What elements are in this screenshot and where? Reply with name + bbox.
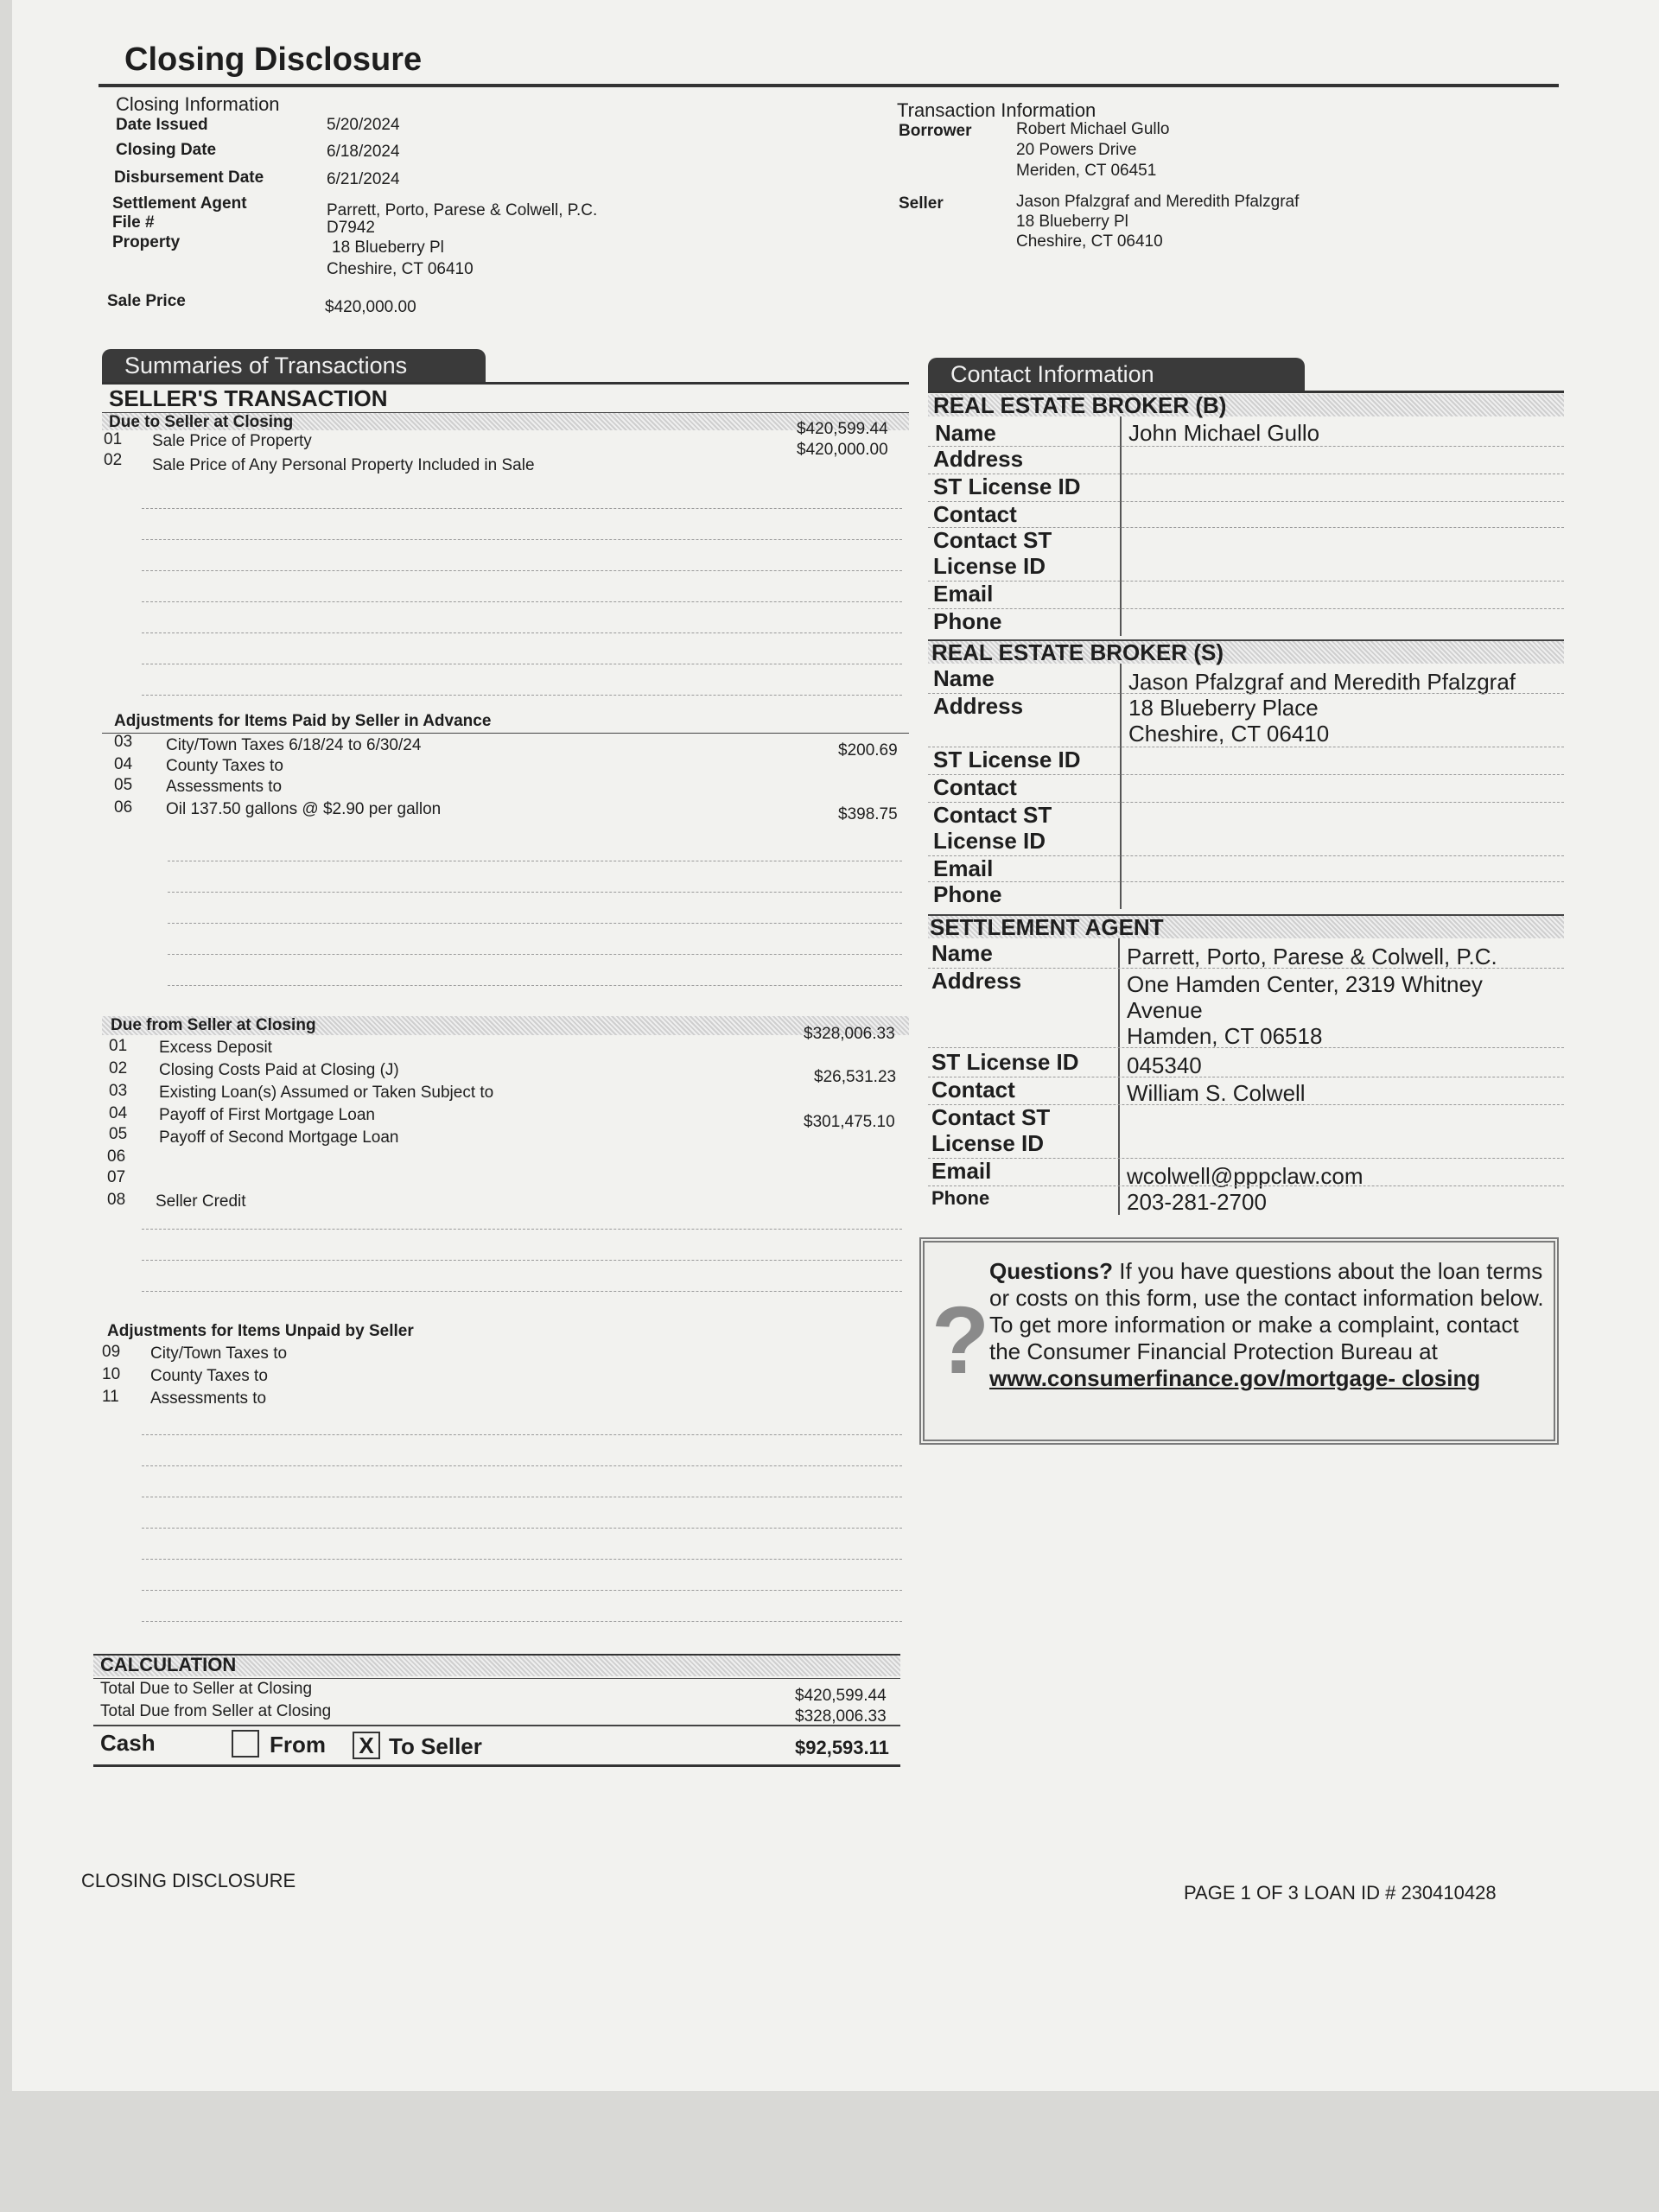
divider	[928, 1185, 1564, 1186]
questions-text	[989, 1258, 1551, 1392]
adjust-03-label: City/Town Taxes 6/18/24 to 6/30/24	[166, 736, 422, 754]
divider	[142, 632, 902, 633]
broker-s-contact-label: Contact	[933, 774, 1017, 800]
settlement-email-label: Email	[931, 1158, 992, 1184]
adjust-05-label: Assessments to	[166, 778, 283, 796]
file-number-label: File #	[112, 213, 155, 232]
divider	[142, 570, 902, 571]
document-page	[12, 0, 1659, 2091]
adjust-05-num: 05	[114, 776, 133, 794]
broker-s-license-label: ST License ID	[933, 747, 1081, 772]
divider	[168, 923, 902, 924]
settlement-email-value: wcolwell@pppclaw.com	[1127, 1163, 1363, 1189]
broker-s-name-value: Jason Pfalzgraf and Meredith Pfalzgraf	[1128, 669, 1516, 695]
due-from-07-num: 07	[107, 1168, 126, 1186]
adjust-06-amount: $398.75	[838, 805, 898, 823]
broker-b-phone-label: Phone	[933, 608, 1002, 634]
divider	[93, 1725, 900, 1726]
seller-name: Jason Pfalzgraf and Meredith Pfalzgraf	[1016, 193, 1300, 211]
divider	[142, 695, 902, 696]
seller-street: 18 Blueberry Pl	[1016, 213, 1128, 231]
settlement-phone-label: Phone	[931, 1187, 990, 1209]
borrower-city: Meriden, CT 06451	[1016, 162, 1157, 180]
broker-b-contact-license-label: License ID	[933, 553, 1046, 579]
due-to-02-num: 02	[104, 451, 123, 469]
file-number-value: D7942	[327, 219, 375, 237]
divider	[168, 985, 902, 986]
page-title: Closing Disclosure	[124, 41, 423, 78]
due-to-01-amount: $420,000.00	[797, 441, 888, 459]
due-from-02-label: Closing Costs Paid at Closing (J)	[159, 1061, 399, 1079]
total-from-label: Total Due from Seller at Closing	[100, 1702, 332, 1720]
divider	[142, 1434, 902, 1435]
due-from-total: $328,006.33	[804, 1025, 895, 1043]
settlement-phone-value: 203-281-2700	[1127, 1189, 1267, 1215]
from-checkbox[interactable]	[232, 1730, 259, 1758]
divider	[928, 1047, 1564, 1048]
divider	[142, 1590, 902, 1591]
settlement-license-value: 045340	[1127, 1052, 1202, 1078]
due-to-01-num: 01	[104, 430, 123, 448]
closing-date-label: Closing Date	[116, 141, 217, 159]
property-line1: 18 Blueberry Pl	[332, 238, 444, 257]
due-to-total: $420,599.44	[797, 420, 888, 438]
borrower-street: 20 Powers Drive	[1016, 141, 1137, 159]
divider	[1120, 664, 1122, 909]
closing-date-value: 6/18/2024	[327, 143, 400, 161]
sale-price-value: $420,000.00	[325, 298, 416, 316]
due-from-08-num: 08	[107, 1191, 126, 1209]
divider	[142, 1528, 902, 1529]
borrower-label: Borrower	[899, 122, 972, 140]
broker-s-name-label: Name	[933, 665, 995, 691]
broker-s-address-line2: Cheshire, CT 06410	[1128, 721, 1330, 747]
divider	[928, 608, 1564, 609]
due-from-04-label: Payoff of First Mortgage Loan	[159, 1106, 375, 1124]
settlement-address-label: Address	[931, 968, 1022, 994]
settlement-address-line1: One Hamden Center, 2319 Whitney	[1127, 971, 1483, 997]
adjust-unpaid-label: Adjustments for Items Unpaid by Seller	[107, 1322, 414, 1340]
due-from-03-label: Existing Loan(s) Assumed or Taken Subject to	[159, 1084, 494, 1102]
total-due-label: Total Due to Seller at Closing	[100, 1680, 313, 1698]
broker-b-contact-label: Contact	[933, 501, 1017, 527]
calculation-heading: CALCULATION	[100, 1654, 237, 1675]
divider	[142, 508, 902, 509]
divider	[1120, 416, 1122, 636]
divider	[142, 1465, 902, 1466]
divider	[93, 1764, 900, 1767]
cash-label: Cash	[100, 1730, 156, 1756]
due-from-02-amount: $26,531.23	[814, 1068, 897, 1086]
date-issued-label: Date Issued	[116, 116, 208, 134]
due-from-05-label: Payoff of Second Mortgage Loan	[159, 1128, 399, 1147]
footer-left: CLOSING DISCLOSURE	[81, 1870, 296, 1891]
settlement-address-line3: Hamden, CT 06518	[1127, 1023, 1323, 1049]
adjust-10-num: 10	[102, 1365, 121, 1383]
divider	[93, 1678, 900, 1679]
due-from-08-label: Seller Credit	[156, 1192, 246, 1211]
broker-s-contact-license-label: License ID	[933, 828, 1046, 854]
due-from-03-num: 03	[109, 1082, 128, 1100]
divider	[928, 774, 1564, 775]
divider	[142, 601, 902, 602]
due-from-04-amount: $301,475.10	[804, 1113, 895, 1131]
divider	[928, 446, 1564, 447]
adjust-06-num: 06	[114, 798, 133, 817]
adjust-09-num: 09	[102, 1343, 121, 1361]
property-line2: Cheshire, CT 06410	[327, 260, 474, 278]
from-label: From	[270, 1732, 326, 1758]
adjust-11-num: 11	[102, 1388, 119, 1406]
settlement-contact-value: William S. Colwell	[1127, 1080, 1306, 1106]
contact-tab: Contact Information	[928, 358, 1305, 391]
due-from-01-num: 01	[109, 1037, 128, 1055]
settlement-agent-value: Parrett, Porto, Parese & Colwell, P.C.	[327, 201, 598, 219]
divider	[928, 1158, 1564, 1159]
settlement-license-label: ST License ID	[931, 1049, 1079, 1075]
settlement-name-value: Parrett, Porto, Parese & Colwell, P.C.	[1127, 944, 1497, 969]
broker-b-license-label: ST License ID	[933, 474, 1081, 499]
adjust-06-label: Oil 137.50 gallons @ $2.90 per gallon	[166, 800, 442, 818]
due-from-01-label: Excess Deposit	[159, 1039, 272, 1057]
total-from-value: $328,006.33	[795, 1707, 887, 1726]
cfpb-link[interactable]: www.consumerfinance.gov/mortgage- closing	[989, 1365, 1481, 1391]
questions-body: If you have questions about the loan terms or costs on this form, use the contact information below. To get more information or make a complaint, contact the Consumer Financial Protection Bureau at	[989, 1258, 1544, 1364]
broker-s-address-line1: 18 Blueberry Place	[1128, 695, 1319, 721]
cash-amount: $92,593.11	[795, 1737, 889, 1758]
questions-box	[919, 1237, 1559, 1445]
settlement-heading: SETTLEMENT AGENT	[930, 914, 1164, 940]
broker-b-name-value: John Michael Gullo	[1128, 420, 1320, 446]
due-from-05-num: 05	[109, 1125, 128, 1143]
settlement-agent-label: Settlement Agent	[112, 194, 247, 213]
title-rule	[99, 84, 1559, 87]
summaries-tab: Summaries of Transactions	[102, 349, 486, 382]
summaries-rule	[102, 382, 909, 385]
broker-s-email-label: Email	[933, 855, 994, 881]
due-from-06-num: 06	[107, 1147, 126, 1166]
divider	[928, 968, 1564, 969]
broker-s-heading: REAL ESTATE BROKER (S)	[931, 639, 1224, 665]
transaction-info-heading: Transaction Information	[897, 99, 1096, 121]
due-to-01-label: Sale Price of Property	[152, 432, 312, 450]
closing-info-heading: Closing Information	[116, 93, 280, 115]
adjust-advance-label: Adjustments for Items Paid by Seller in Advance	[114, 712, 492, 730]
seller-city: Cheshire, CT 06410	[1016, 232, 1163, 251]
property-label: Property	[112, 233, 181, 251]
broker-s-contact-st-label: Contact ST	[933, 802, 1052, 828]
questions-lead: Questions?	[989, 1258, 1114, 1284]
divider	[102, 733, 909, 734]
adjust-04-num: 04	[114, 755, 133, 773]
divider	[928, 881, 1564, 882]
settlement-name-label: Name	[931, 940, 993, 966]
due-from-04-num: 04	[109, 1104, 128, 1122]
broker-b-heading: REAL ESTATE BROKER (B)	[933, 392, 1227, 418]
divider	[142, 1229, 902, 1230]
due-to-label: Due to Seller at Closing	[109, 413, 294, 431]
due-from-label: Due from Seller at Closing	[111, 1016, 316, 1034]
divider	[168, 892, 902, 893]
disbursement-date-label: Disbursement Date	[114, 168, 264, 187]
broker-s-address-label: Address	[933, 693, 1024, 719]
settlement-contact-st-label: Contact ST	[931, 1104, 1051, 1130]
adjust-11-label: Assessments to	[150, 1389, 267, 1408]
broker-b-email-label: Email	[933, 581, 994, 607]
settlement-address-line2: Avenue	[1127, 997, 1203, 1023]
broker-b-address-label: Address	[933, 446, 1024, 472]
divider	[142, 1291, 902, 1292]
divider	[928, 693, 1564, 694]
sale-price-label: Sale Price	[107, 292, 186, 310]
divider	[142, 1559, 902, 1560]
divider	[142, 539, 902, 540]
adjust-09-label: City/Town Taxes to	[150, 1344, 288, 1363]
question-mark-icon: ?	[931, 1287, 990, 1394]
total-due-value: $420,599.44	[795, 1687, 887, 1705]
due-from-02-num: 02	[109, 1059, 128, 1077]
seller-label: Seller	[899, 194, 944, 213]
divider	[928, 581, 1564, 582]
divider	[142, 1260, 902, 1261]
divider	[168, 954, 902, 955]
footer-right: PAGE 1 OF 3 LOAN ID # 230410428	[1184, 1882, 1497, 1904]
to-checkbox[interactable]: X	[353, 1732, 380, 1759]
to-seller-label: To Seller	[389, 1733, 482, 1759]
divider	[142, 1621, 902, 1622]
settlement-contact-license-label: License ID	[931, 1130, 1045, 1156]
date-issued-value: 5/20/2024	[327, 116, 400, 134]
adjust-03-num: 03	[114, 733, 133, 751]
due-to-02-label: Sale Price of Any Personal Property Included in Sale	[152, 456, 535, 474]
adjust-04-label: County Taxes to	[166, 757, 283, 775]
disbursement-date-value: 6/21/2024	[327, 170, 400, 188]
divider	[928, 501, 1564, 502]
broker-b-contact-st-label: Contact ST	[933, 527, 1052, 553]
borrower-name: Robert Michael Gullo	[1016, 120, 1170, 138]
broker-b-name-label: Name	[935, 420, 996, 446]
divider	[928, 855, 1564, 856]
seller-transaction-heading: SELLER'S TRANSACTION	[109, 385, 388, 411]
broker-s-phone-label: Phone	[933, 881, 1002, 907]
adjust-03-amount: $200.69	[838, 741, 898, 760]
settlement-contact-label: Contact	[931, 1077, 1015, 1103]
adjust-10-label: County Taxes to	[150, 1367, 268, 1385]
